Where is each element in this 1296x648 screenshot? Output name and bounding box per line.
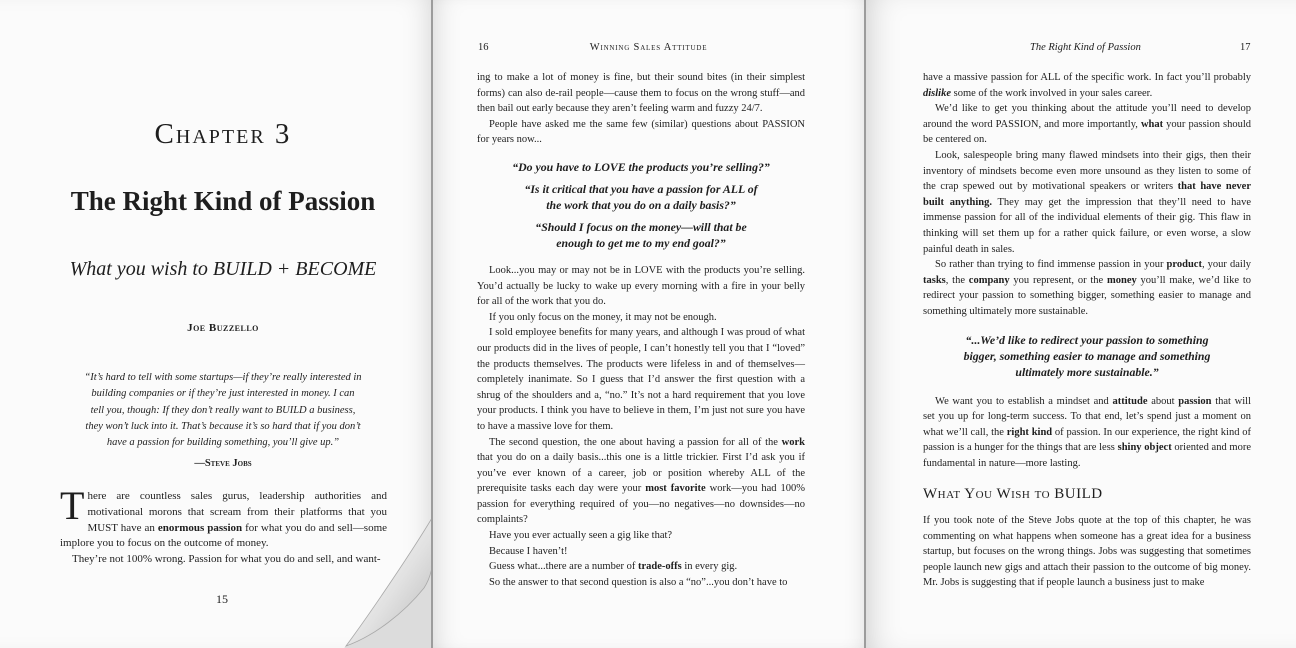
author-name: Joe Buzzello: [187, 322, 259, 334]
body-text: [477, 70, 805, 590]
body-paragraph: So the answer to that second question is also a “no”...you don’t have to: [489, 576, 788, 588]
body-text: [923, 70, 1251, 591]
epigraph-line: have a passion for building something, you’ll give up.”: [106, 437, 340, 449]
epigraph-quote: [76, 370, 370, 451]
body-text: [60, 483, 388, 568]
drop-cap: T: [60, 483, 85, 528]
body-paragraph: Because I haven’t!: [489, 545, 568, 557]
body-paragraph: Have you ever actually seen a gig like that?: [489, 530, 673, 542]
body-paragraph: People have asked me the same few (similar) questions about PASSION for years now...: [477, 118, 805, 146]
page-number: 17: [1240, 42, 1251, 53]
chapter-title: The Right Kind of Passion: [70, 186, 376, 216]
epigraph-attribution: —Steve Jobs: [194, 458, 252, 469]
body-paragraph: Guess what...there are a number of trade-offs in every gig.: [489, 561, 738, 573]
body-paragraph: We want you to establish a mindset and attitude about passion that will set you up for long-term success. To that end, let’s spend just a moment on what we’ll call, the right kind of passion. In our experience, the right kind of passion is a hunger for the things that are less shiny object oriented and more fundamental in nature—more lasting.: [923, 395, 1252, 469]
pull-quote: “Do you have to LOVE the products you’re selling?”: [512, 159, 770, 174]
body-paragraph: We’d like to get you thinking about the attitude you’ll need to develop around the word PASSION, and more importantly, what your passion should be centered on.: [923, 103, 1251, 146]
pull-quote: “Should I focus on the money—will that be enough to get me to my end goal?”: [535, 219, 747, 250]
epigraph-line: tell you, though: If they don’t really want to BUILD a business,: [90, 404, 356, 416]
pull-quote: “Is it critical that you have a passion for ALL of the work that you do on a daily basis?”: [524, 181, 758, 212]
body-paragraph: They’re not 100% wrong. Passion for what you do and sell, and want-: [72, 553, 381, 566]
running-head: Winning Sales Attitude: [589, 42, 708, 53]
body-paragraph: The second question, the one about having a passion for all of the work that you do on a daily basis...this one is a little trickier. First I’d ask you if you’ve ever known of a career, job or position whereby ALL of the prerequisite tasks each day were your most favorite work—you had 100% passion for everything required of you—no negatives—no downsides—no complaints?: [477, 436, 805, 526]
chapter-subtitle: What you wish to BUILD + BECOME: [69, 258, 377, 280]
page-16: [433, 0, 864, 648]
page-number: 15: [216, 592, 228, 606]
body-paragraph: Look, salespeople bring many flawed mindsets into their gigs, then their inventory of mindsets become even more unsound as they listen to some of the crap spewed out by motivational speakers or writers that have never built anything. They may get the impression that they’ll need to have immense passion for all of the individual elements of their gig. This flaw in thinking will set them up for a rather quick failure, or even worse, a slow painful death in sales.: [923, 149, 1251, 255]
pull-quote: “...We’d like to redirect your passion to something bigger, something easier to manage and something ultimately more sustainable.”: [963, 332, 1211, 379]
body-paragraph: So rather than trying to find immense passion in your product, your daily tasks, the company you represent, or the money you’ll make, we’d like to redirect your passion to something bigger, something easier to manage and something ultimately more sustainable.: [923, 259, 1251, 317]
body-paragraph: There are countless sales gurus, leadership authorities and motivational morons that scream from their platforms that you MUST have an enormous passion for what you do and sell—some implore you to focus on the outcome of money.: [60, 483, 388, 550]
body-paragraph: ing to make a lot of money is fine, but their sound bites (in their simplest forms) can also de-rail people—cause them to focus on the wrong stuff—and then bail out early because they aren’t feeling warm and fuzzy 24/7.: [477, 72, 805, 115]
section-heading: What You Wish to BUILD: [923, 486, 1103, 503]
epigraph-line: building companies or if they’re just interested in money. I can: [91, 388, 355, 400]
body-paragraph: If you took note of the Steve Jobs quote at the top of this chapter, he was commenting on what happens when someone has a great idea for a business startup, but focuses on the wrong things. Jobs was suggesting that sometimes people launch new gigs and attach their passion to the outcome of big money. Mr. Jobs is suggesting that if people launch a business just to make: [923, 515, 1251, 589]
page-17: [866, 0, 1296, 648]
epigraph-line: “It’s hard to tell with some startups—if they’re really interested in: [84, 372, 362, 383]
page-curl-icon[interactable]: [344, 518, 444, 648]
epigraph-line: they won’t luck into it. That’s because it’s so hard that if you don’t: [85, 420, 361, 432]
page-number: 16: [478, 42, 489, 53]
body-paragraph: Look...you may or may not be in LOVE with the products you’re selling. You’d actually be lucky to wake up every morning with a fire in your belly for all of the work that you do.: [477, 264, 805, 308]
body-paragraph: I sold employee benefits for many years, and although I was proud of what our products did in the lives of people, I can’t honestly tell you that I “loved” the products themselves. The products were lifeless in and of themselves—completely inanimate. So I guess that I’d answer the first question with a shrug of the shoulders and a, “no.” It’s not a hard requirement that you love your products. I think you have to believe in them, I’m just not sure you have to have a massive love for them.: [477, 327, 805, 432]
running-head: The Right Kind of Passion: [1030, 42, 1141, 53]
body-paragraph: If you only focus on the money, it may not be enough.: [489, 311, 717, 323]
chapter-label: Chapter 3: [154, 118, 292, 150]
body-paragraph: have a massive passion for ALL of the specific work. In fact you’ll probably dislike some of the work involved in your sales career.: [923, 72, 1251, 99]
